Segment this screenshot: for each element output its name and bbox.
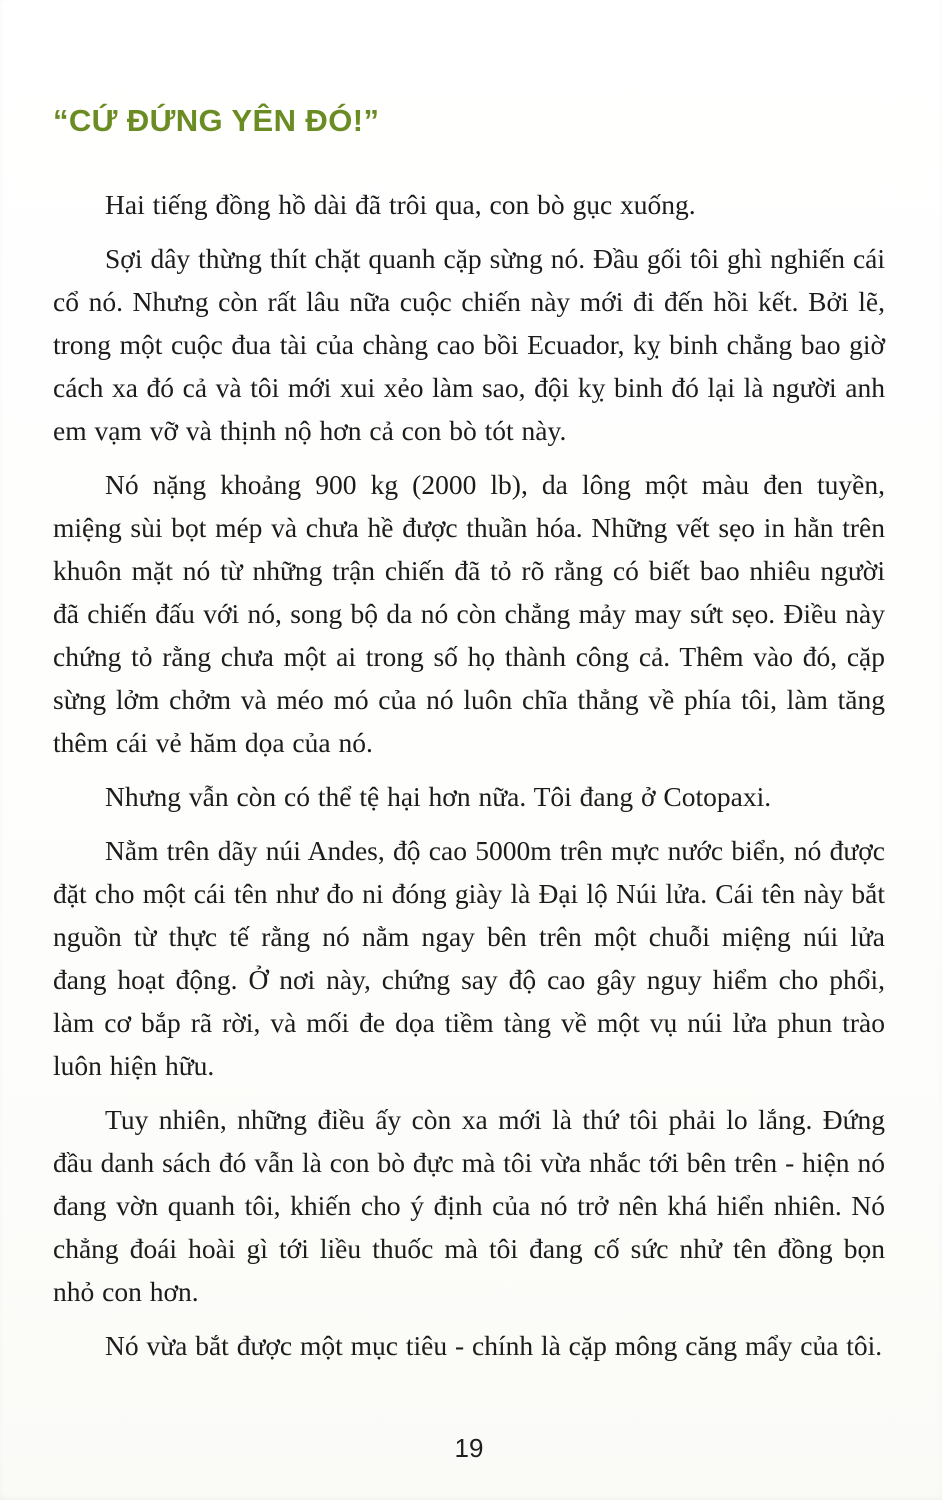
body-paragraph: Sợi dây thừng thít chặt quanh cặp sừng nó. Đầu gối tôi ghì nghiến cái cổ nó. Nhưng còn rất lâu nữa cuộc chiến này mới đi đến hồi kết. Bởi lẽ, trong một cuộc đua tài của chàng cao bồi Ecuador, kỵ binh chẳng bao giờ cách xa đó cả và tôi mới xui xẻo làm sao, đội kỵ binh đó lại là người anh em vạm vỡ và thịnh nộ hơn cả con bò tót này. — [53, 243, 885, 446]
page-footer — [53, 1433, 885, 1500]
body-text — [53, 183, 885, 1378]
body-paragraph: Tuy nhiên, những điều ấy còn xa mới là thứ tôi phải lo lắng. Đứng đầu danh sách đó vẫn là con bò đực mà tôi vừa nhắc tới bên trên - hiện nó đang vờn quanh tôi, khiến cho ý định của nó trở nên khá hiển nhiên. Nó chẳng đoái hoài gì tới liều thuốc mà tôi đang cố sức nhử tên đồng bọn nhỏ con hơn. — [53, 1104, 885, 1307]
body-paragraph: Nó nặng khoảng 900 kg (2000 lb), da lông một màu đen tuyền, miệng sùi bọt mép và chưa hề được thuần hóa. Những vết sẹo in hằn trên khuôn mặt nó từ những trận chiến đã tỏ rõ rằng có biết bao nhiêu người đã chiến đấu với nó, song bộ da nó còn chẳng mảy may sứt sẹo. Điều này chứng tỏ rằng chưa một ai trong số họ thành công cả. Thêm vào đó, cặp sừng lởm chởm và méo mó của nó luôn chĩa thẳng về phía tôi, làm tăng thêm cái vẻ hăm dọa của nó. — [53, 469, 885, 758]
chapter-heading: “CỨ ĐỨNG YÊN ĐÓ!” — [53, 103, 380, 138]
body-paragraph: Hai tiếng đồng hồ dài đã trôi qua, con bò gục xuống. — [105, 189, 696, 220]
body-paragraph: Nhưng vẫn còn có thể tệ hại hơn nữa. Tôi đang ở Cotopaxi. — [105, 781, 772, 812]
body-paragraph: Nằm trên dãy núi Andes, độ cao 5000m trên mực nước biển, nó được đặt cho một cái tên như đo ni đóng giày là Đại lộ Núi lửa. Cái tên này bắt nguồn từ thực tế rằng nó nằm ngay bên trên một chuỗi miệng núi lửa đang hoạt động. Ở nơi này, chứng say độ cao gây nguy hiểm cho phổi, làm cơ bắp rã rời, và mối đe dọa tiềm tàng về một vụ núi lửa phun trào luôn hiện hữu. — [53, 835, 885, 1081]
body-paragraph: Nó vừa bắt được một mục tiêu - chính là cặp mông căng mẩy của tôi. — [105, 1330, 883, 1361]
page-number: 19 — [454, 1433, 484, 1463]
